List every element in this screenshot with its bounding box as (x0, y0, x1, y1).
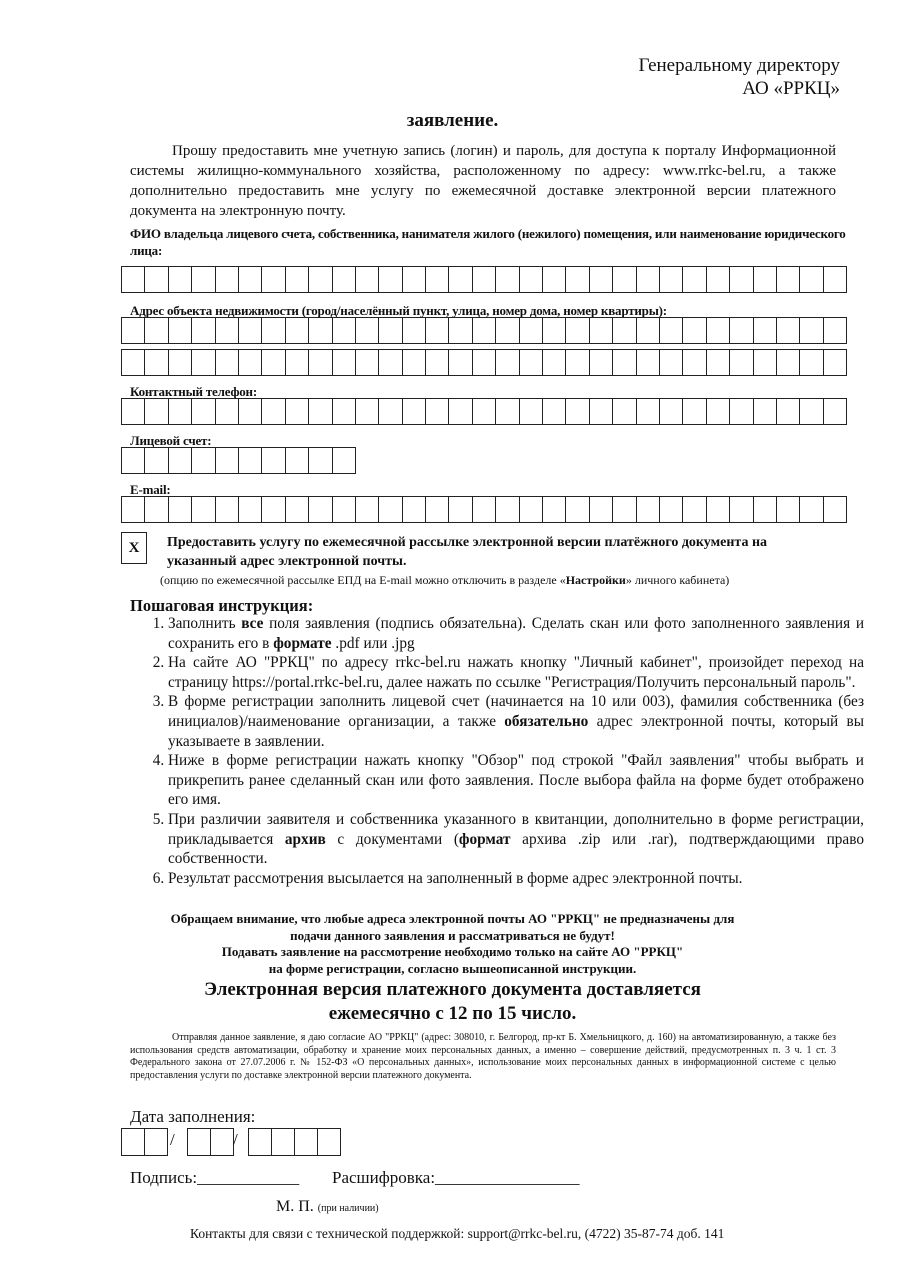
input-cell[interactable] (566, 267, 589, 293)
input-cell[interactable] (309, 399, 332, 425)
input-cell[interactable] (800, 399, 823, 425)
input-cell[interactable] (520, 399, 543, 425)
input-cell[interactable] (683, 497, 706, 523)
input-cell[interactable] (777, 350, 800, 376)
input-cell[interactable] (660, 350, 683, 376)
addressee-line2: АО «РРКЦ» (742, 78, 840, 99)
input-cell[interactable] (426, 318, 449, 344)
input-cell[interactable] (216, 267, 239, 293)
delivery-notice: Электронная версия платежного документа доставляется ежемесячно с 12 по 15 число. (204, 979, 701, 1024)
input-cell[interactable] (660, 267, 683, 293)
input-cell[interactable] (637, 497, 660, 523)
input-cell[interactable] (145, 318, 168, 344)
input-cell[interactable] (286, 318, 309, 344)
input-cell[interactable] (169, 318, 192, 344)
input-cell[interactable] (379, 350, 402, 376)
input-cell[interactable] (122, 399, 145, 425)
input-cell[interactable] (286, 350, 309, 376)
account-label: Лицевой счет: (130, 433, 212, 448)
instructions-list (130, 614, 864, 888)
input-cell[interactable] (660, 318, 683, 344)
date-day-cells[interactable] (121, 1128, 168, 1156)
input-cell[interactable] (356, 497, 379, 523)
input-cell[interactable] (683, 267, 706, 293)
input-cell[interactable] (216, 318, 239, 344)
input-cell[interactable] (169, 448, 192, 474)
input-cell[interactable] (613, 318, 636, 344)
input-cell[interactable] (496, 318, 519, 344)
mailing-option-note: (опцию по ежемесячной рассылке ЕПД на E-mail можно отключить в разделе «Настройки» личного кабинета) (160, 573, 730, 587)
input-cell[interactable] (333, 267, 356, 293)
input-cell[interactable] (730, 350, 753, 376)
input-cell[interactable] (496, 267, 519, 293)
input-cell[interactable] (286, 267, 309, 293)
input-cell[interactable] (637, 350, 660, 376)
phone-cells[interactable] (121, 398, 847, 425)
input-cell[interactable] (169, 399, 192, 425)
input-cell[interactable] (426, 267, 449, 293)
input-cell[interactable] (566, 350, 589, 376)
date-separator: / (233, 1130, 238, 1149)
date-cell[interactable] (318, 1129, 341, 1156)
input-cell[interactable] (286, 497, 309, 523)
input-cell[interactable] (590, 267, 613, 293)
input-cell[interactable] (707, 267, 730, 293)
input-cell[interactable] (286, 448, 309, 474)
input-cell[interactable] (403, 318, 426, 344)
decode-field[interactable]: Расшифровка:_________________ (332, 1168, 580, 1187)
intro-paragraph: Прошу предоставить мне учетную запись (логин) и пароль, для доступа к порталу Информационной системы жилищно-коммунального хозяйства, расположенному по адресу: www.rrkc-bel.ru, а также дополнительно предоставить мне услугу по ежемесячной доставке электронной версии платежного документа на электронную почту. (130, 143, 836, 219)
step-5: 5. При различии заявителя и собственника указанного в квитанции, дополнительно в форме регистрации, прикладывается архив с документами (формат архива .zip или .rar), подтверждающими право собственности. (168, 810, 864, 869)
step-2: 2. На сайте АО "РРКЦ" по адресу rrkc-bel.ru нажать кнопку "Личный кабинет", произойдет переход на страницу https://portal.rrkc-bel.ru, далее нажать по ссылке "Регистрация/Получить персональный пароль". (168, 653, 864, 692)
input-cell[interactable] (426, 497, 449, 523)
email-cells[interactable] (121, 496, 847, 523)
input-cell[interactable] (262, 267, 285, 293)
input-cell[interactable] (192, 399, 215, 425)
document-title: заявление. (406, 110, 499, 131)
input-cell[interactable] (262, 399, 285, 425)
input-cell[interactable] (754, 350, 777, 376)
input-cell[interactable] (145, 448, 168, 474)
step-4: 4. Ниже в форме регистрации нажать кнопку "Обзор" под строкой "Файл заявления" чтобы выбрать и прикрепить ранее сделанный скан или фото заявления. После выбора файла на форме будет отображено его имя. (168, 751, 864, 810)
input-cell[interactable] (754, 399, 777, 425)
input-cell[interactable] (262, 318, 285, 344)
input-cell[interactable] (520, 350, 543, 376)
input-cell[interactable] (192, 497, 215, 523)
input-cell[interactable] (309, 318, 332, 344)
input-cell[interactable] (777, 318, 800, 344)
input-cell[interactable] (239, 448, 262, 474)
input-cell[interactable] (309, 267, 332, 293)
account-cells[interactable] (121, 447, 356, 474)
input-cell[interactable] (403, 497, 426, 523)
input-cell[interactable] (520, 267, 543, 293)
input-cell[interactable] (777, 497, 800, 523)
input-cell[interactable] (379, 497, 402, 523)
input-cell[interactable] (730, 318, 753, 344)
input-cell[interactable] (637, 399, 660, 425)
input-cell[interactable] (333, 399, 356, 425)
input-cell[interactable] (239, 267, 262, 293)
input-cell[interactable] (309, 448, 332, 474)
address-cells-row1[interactable] (121, 317, 847, 344)
input-cell[interactable] (333, 448, 356, 474)
date-separator: / (170, 1130, 175, 1149)
input-cell[interactable] (239, 399, 262, 425)
date-month-cells[interactable] (187, 1128, 234, 1156)
step-1: 1. Заполнить все поля заявления (подпись обязательна). Сделать скан или фото заполненного заявления и сохранить его в формате .pdf или .jpg (168, 614, 864, 653)
phone-label: Контактный телефон: (130, 384, 257, 399)
input-cell[interactable] (777, 399, 800, 425)
support-contacts: Контакты для связи с технической поддержкой: support@rrkc-bel.ru, (4722) 35-87-74 доб. 141 (190, 1226, 725, 1241)
consent-paragraph: Отправляя данное заявление, я даю согласие АО "РРКЦ" (адрес: 308010, г. Белгород, пр-кт Б. Хмельницкого, д. 160) на автоматизированную, а также без использования средств автоматизации, обработку и хранение моих персональных данных, а именно – совершение действий, предусмотренных п. 3 ч. 1 ст. 3 Федерального закона от 27.07.2006 г. № 152-ФЗ «О персональных данных», использование моих персональных данных в информационной системе с целью предоставления услуги по доставке электронной версии платежного документа. (130, 1032, 836, 1081)
input-cell[interactable] (473, 267, 496, 293)
input-cell[interactable] (403, 350, 426, 376)
step-6: 6. Результат рассмотрения высылается на заполненный в форме адрес электронной почты. (168, 869, 864, 889)
input-cell[interactable] (262, 497, 285, 523)
input-cell[interactable] (379, 267, 402, 293)
input-cell[interactable] (543, 318, 566, 344)
email-label: E-mail: (130, 482, 171, 497)
input-cell[interactable] (754, 318, 777, 344)
input-cell[interactable] (239, 350, 262, 376)
input-cell[interactable] (169, 350, 192, 376)
input-cell[interactable] (707, 318, 730, 344)
input-cell[interactable] (145, 267, 168, 293)
email-notice: Обращаем внимание, что любые адреса электронной почты АО "РРКЦ" не предназначены для подачи данного заявления и рассматриваться не будут! Подавать заявление на рассмотрение необходимо только на сайте АО "РРКЦ" на форме регистрации, согласно вышеописанной инструкции. (170, 911, 735, 976)
input-cell[interactable] (169, 497, 192, 523)
input-cell[interactable] (216, 448, 239, 474)
input-cell[interactable] (543, 399, 566, 425)
input-cell[interactable] (754, 267, 777, 293)
input-cell[interactable] (800, 350, 823, 376)
input-cell[interactable] (730, 399, 753, 425)
addressee (639, 54, 840, 100)
input-cell[interactable] (473, 497, 496, 523)
input-cell[interactable] (192, 350, 215, 376)
input-cell[interactable] (145, 350, 168, 376)
input-cell[interactable] (800, 318, 823, 344)
input-cell[interactable] (239, 318, 262, 344)
input-cell[interactable] (660, 497, 683, 523)
input-cell[interactable] (216, 497, 239, 523)
input-cell[interactable] (590, 318, 613, 344)
mailing-option-text: Предоставить услугу по ежемесячной рассылке электронной версии платёжного документа на указанный адрес электронной почты. (167, 535, 768, 569)
input-cell[interactable] (590, 497, 613, 523)
input-cell[interactable] (660, 399, 683, 425)
input-cell[interactable] (449, 497, 472, 523)
input-cell[interactable] (824, 267, 847, 293)
stamp-label: М. П. (при наличии) (276, 1198, 379, 1215)
input-cell[interactable] (496, 350, 519, 376)
input-cell[interactable] (683, 350, 706, 376)
input-cell[interactable] (800, 267, 823, 293)
input-cell[interactable] (309, 497, 332, 523)
input-cell[interactable] (356, 350, 379, 376)
input-cell[interactable] (824, 318, 847, 344)
input-cell[interactable] (122, 267, 145, 293)
input-cell[interactable] (800, 497, 823, 523)
input-cell[interactable] (707, 497, 730, 523)
input-cell[interactable] (286, 399, 309, 425)
input-cell[interactable] (590, 350, 613, 376)
input-cell[interactable] (309, 350, 332, 376)
address-cells-row2[interactable] (121, 349, 847, 376)
input-cell[interactable] (590, 399, 613, 425)
input-cell[interactable] (356, 267, 379, 293)
input-cell[interactable] (496, 399, 519, 425)
input-cell[interactable] (543, 350, 566, 376)
input-cell[interactable] (473, 318, 496, 344)
input-cell[interactable] (122, 318, 145, 344)
input-cell[interactable] (637, 267, 660, 293)
input-cell[interactable] (379, 399, 402, 425)
input-cell[interactable] (730, 267, 753, 293)
date-cell[interactable] (295, 1129, 318, 1156)
input-cell[interactable] (262, 350, 285, 376)
input-cell[interactable] (566, 318, 589, 344)
input-cell[interactable] (824, 350, 847, 376)
input-cell[interactable] (707, 399, 730, 425)
input-cell[interactable] (637, 318, 660, 344)
input-cell[interactable] (707, 350, 730, 376)
input-cell[interactable] (473, 350, 496, 376)
input-cell[interactable] (730, 497, 753, 523)
input-cell[interactable] (192, 448, 215, 474)
input-cell[interactable] (566, 399, 589, 425)
input-cell[interactable] (169, 267, 192, 293)
input-cell[interactable] (543, 267, 566, 293)
input-cell[interactable] (824, 399, 847, 425)
input-cell[interactable] (333, 318, 356, 344)
date-cell[interactable] (272, 1129, 295, 1156)
step-3: 3. В форме регистрации заполнить лицевой счет (начинается на 10 или 003), фамилия собственника (без инициалов)/наименование организации, а также обязательно адрес электронной почты, который вы указываете в заявлении. (168, 692, 864, 751)
date-label: Дата заполнения: (130, 1107, 256, 1126)
input-cell[interactable] (333, 497, 356, 523)
input-cell[interactable] (122, 350, 145, 376)
date-cell[interactable] (145, 1129, 168, 1156)
input-cell[interactable] (216, 399, 239, 425)
input-cell[interactable] (403, 399, 426, 425)
input-cell[interactable] (754, 497, 777, 523)
input-cell[interactable] (473, 399, 496, 425)
input-cell[interactable] (426, 399, 449, 425)
input-cell[interactable] (192, 318, 215, 344)
input-cell[interactable] (824, 497, 847, 523)
input-cell[interactable] (426, 350, 449, 376)
input-cell[interactable] (683, 399, 706, 425)
fio-cells[interactable] (121, 266, 847, 293)
input-cell[interactable] (122, 448, 145, 474)
input-cell[interactable] (613, 399, 636, 425)
input-cell[interactable] (613, 267, 636, 293)
input-cell[interactable] (403, 267, 426, 293)
input-cell[interactable] (566, 497, 589, 523)
input-cell[interactable] (449, 318, 472, 344)
input-cell[interactable] (262, 448, 285, 474)
instructions-title: Пошаговая инструкция: (130, 596, 314, 615)
input-cell[interactable] (543, 497, 566, 523)
input-cell[interactable] (449, 399, 472, 425)
input-cell[interactable] (122, 497, 145, 523)
date-cell[interactable] (211, 1129, 234, 1156)
address-label: Адрес объекта недвижимости (город/населённый пункт, улица, номер дома, номер квартиры): (130, 303, 667, 318)
mailing-checkbox[interactable]: X (121, 532, 147, 564)
input-cell[interactable] (239, 497, 262, 523)
input-cell[interactable] (777, 267, 800, 293)
input-cell[interactable] (449, 350, 472, 376)
input-cell[interactable] (449, 267, 472, 293)
input-cell[interactable] (520, 318, 543, 344)
input-cell[interactable] (379, 318, 402, 344)
input-cell[interactable] (683, 318, 706, 344)
date-cell[interactable] (122, 1129, 145, 1156)
input-cell[interactable] (356, 399, 379, 425)
input-cell[interactable] (496, 497, 519, 523)
date-year-cells[interactable] (248, 1128, 341, 1156)
input-cell[interactable] (520, 497, 543, 523)
addressee-line1: Генеральному директору (638, 55, 840, 76)
input-cell[interactable] (216, 350, 239, 376)
input-cell[interactable] (192, 267, 215, 293)
input-cell[interactable] (613, 350, 636, 376)
input-cell[interactable] (613, 497, 636, 523)
date-cell[interactable] (249, 1129, 272, 1156)
input-cell[interactable] (356, 318, 379, 344)
signature-field[interactable]: Подпись:____________ (130, 1168, 300, 1187)
input-cell[interactable] (333, 350, 356, 376)
input-cell[interactable] (145, 497, 168, 523)
input-cell[interactable] (145, 399, 168, 425)
date-cell[interactable] (188, 1129, 211, 1156)
fio-label: ФИО владельца лицевого счета, собственника, нанимателя жилого (нежилого) помещения, или наименование юридического лица: (130, 226, 846, 258)
